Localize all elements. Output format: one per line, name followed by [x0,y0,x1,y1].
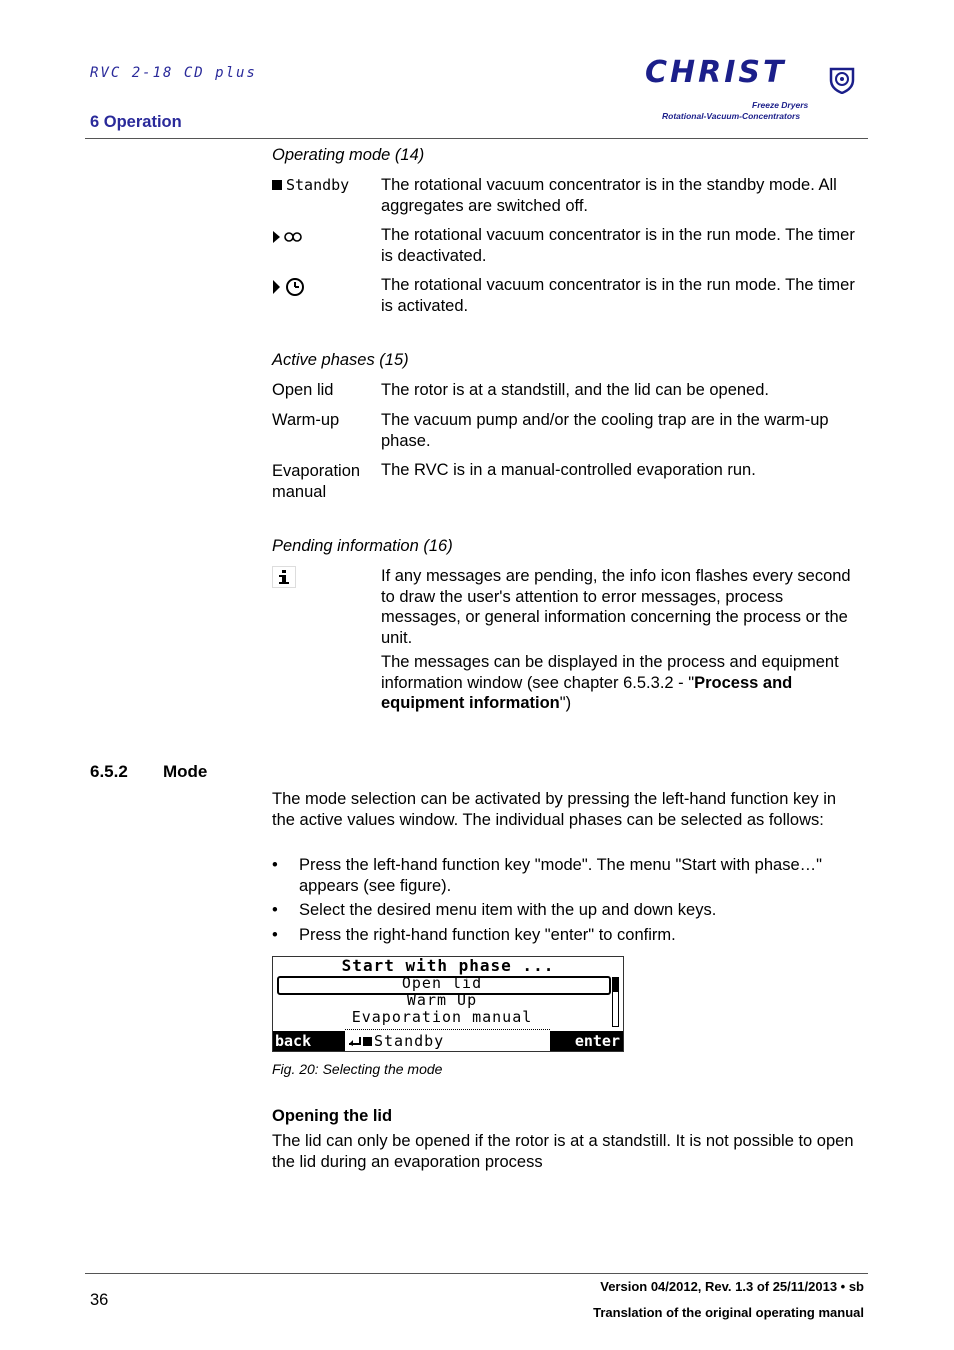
standby-indicator [272,175,377,196]
phase-desc-warm-up: The vacuum pump and/or the cooling trap are in the warm-up phase. [381,411,829,450]
header-rule [85,138,868,139]
footer-translation-note: Translation of the original operating manual [593,1305,864,1320]
run-timer-off-description: The rotational vacuum concentrator is in the run mode. The timer is deactivated. [381,226,855,265]
section-intro: The mode selection can be activated by pressing the left-hand function key in the active values window. The individual phases can be selected as follows: [272,790,837,829]
bullet-marker: • [272,901,278,919]
lcd-mode-menu-figure [272,956,624,1052]
bullet-item: Press the left-hand function key "mode". The menu "Start with phase…" appears (see figure). [299,856,822,895]
lcd-enter-softkey: enter [550,1031,623,1051]
return-arrow-icon [348,1034,361,1046]
footer-version: Version 04/2012, Rev. 1.3 of 25/11/2013 • sb [600,1279,864,1294]
pending-info-description: If any messages are pending, the info icon flashes every second to draw the user's attention to error messages, process messages, or general information concerning the process or the unit. [381,567,851,647]
phase-label-warm-up: Warm-up [272,411,340,429]
brand-logo: CHRIST [645,55,787,90]
run-timer-indicator [272,277,377,303]
lcd-dotted-separator [345,1029,550,1030]
reference-text-post: ") [559,694,572,712]
footer-rule [85,1273,868,1274]
phase-label-evaporation: Evaporation manual [272,462,361,501]
standby-label: Standby [286,176,350,194]
play-infinity-icon [272,229,306,245]
info-indicator [272,566,377,594]
phase-desc-evaporation: The RVC is in a manual-controlled evaporation run. [381,461,756,479]
lcd-menu-item-evaporation-manual: Evaporation manual [351,1008,533,1026]
lcd-back-softkey: back [273,1031,345,1051]
bullet-item: Select the desired menu item with the up and down keys. [299,901,717,919]
product-title: RVC 2-18 CD plus [90,65,257,81]
bullet-marker: • [272,926,278,944]
section-title: Mode [163,762,208,781]
bullet-item: Press the right-hand function key "enter" to confirm. [299,926,676,944]
stop-square-icon [363,1037,372,1046]
stop-square-icon [272,180,282,190]
phase-desc-open-lid: The rotor is at a standstill, and the lid can be opened. [381,381,769,399]
lcd-status-text: Standby [374,1032,445,1050]
lcd-menu-title: Start with phase ... [341,956,555,975]
operating-mode-heading: Operating mode (14) [272,146,425,164]
section-number: 6.5.2 [90,762,128,781]
logo-subtitle-freeze-dryers: Freeze Dryers [752,100,809,110]
lcd-scrollbar-thumb [613,978,618,992]
lcd-menu-item-open-lid: Open lid [401,974,483,992]
logo-subtitle-rvc: Rotational-Vacuum-Concentrators [662,111,801,121]
phase-label-open-lid: Open lid [272,381,334,399]
run-timer-on-description: The rotational vacuum concentrator is in the run mode. The timer is activated. [381,276,855,315]
opening-lid-text: The lid can only be opened if the rotor is at a standstill. It is not possible to open the lid during an evaporation process [272,1132,854,1171]
chapter-reference-link: Process and equipment information [381,673,793,712]
lcd-status-line [348,1031,444,1051]
standby-description: The rotational vacuum concentrator is in the standby mode. All aggregates are switched off. [381,176,837,215]
figure-caption: Fig. 20: Selecting the mode [272,1061,443,1077]
opening-lid-heading: Opening the lid [272,1107,393,1125]
lcd-scrollbar [612,977,619,1027]
brand-emblem-icon [828,66,856,94]
lcd-menu-item-warm-up: Warm Up [406,991,478,1009]
page-number: 36 [90,1291,109,1309]
reference-text-pre: The messages can be displayed in the process and equipment information window (see chapter 6.5.3.2 - " [381,653,839,692]
info-icon [272,566,296,588]
chapter-title: 6 Operation [90,113,182,131]
bullet-marker: • [272,856,278,874]
play-clock-icon [272,277,308,297]
pending-info-heading: Pending information (16) [272,537,453,555]
pending-info-reference [381,652,856,714]
run-infinite-indicator [272,229,377,251]
active-phases-heading: Active phases (15) [272,351,409,369]
